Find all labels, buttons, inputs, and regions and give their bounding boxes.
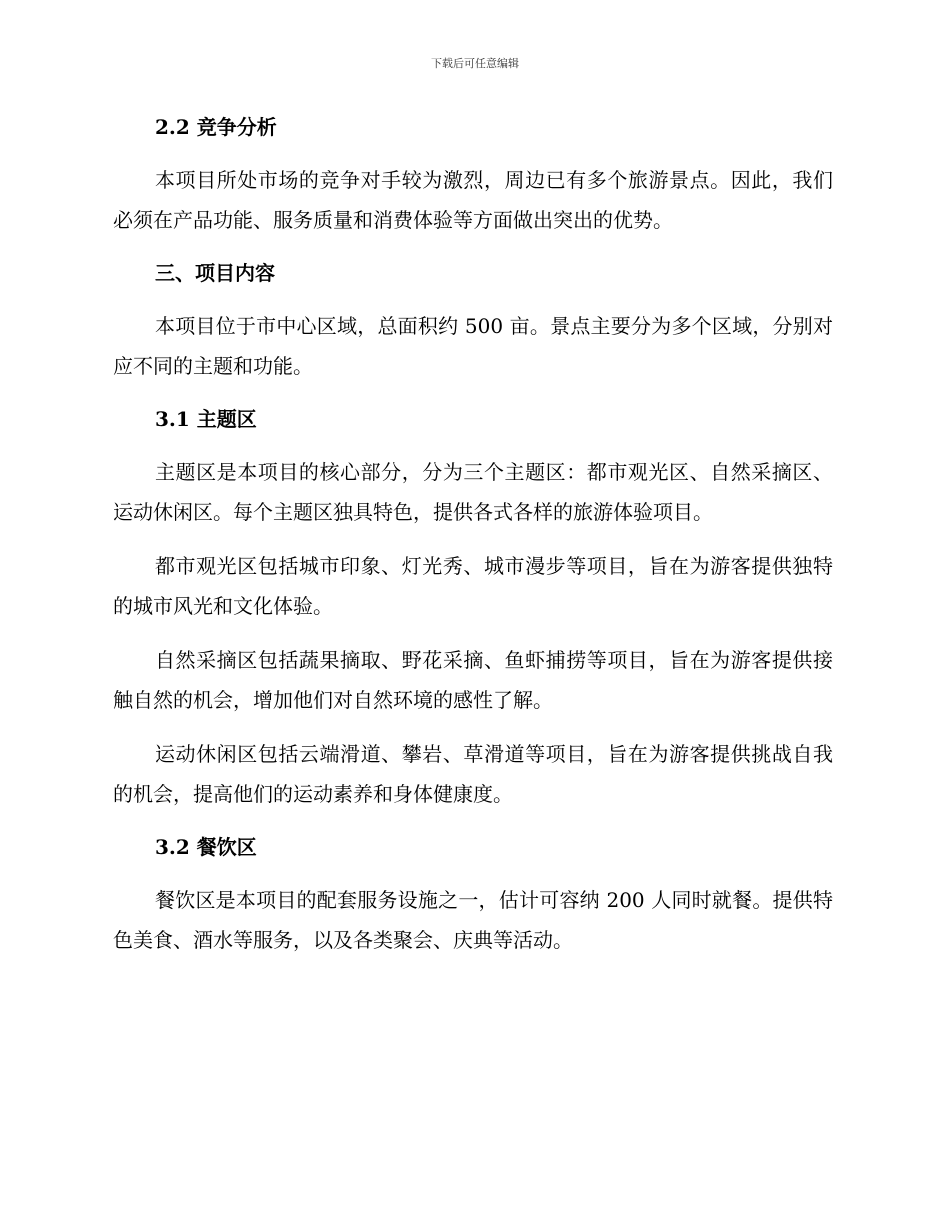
paragraph-competition: 本项目所处市场的竞争对手较为激烈，周边已有多个旅游景点。因此，我们必须在产品功能、服务质量和消费体验等方面做出突出的优势。	[113, 168, 833, 232]
section-heading-competition: 2.2 竞争分析	[155, 115, 277, 139]
section-heading-theme-zone: 3.1 主题区	[155, 407, 257, 431]
paragraph-sports-leisure: 运动休闲区包括云端滑道、攀岩、草滑道等项目，旨在为游客提供挑战自我的机会，提高他们的运动素养和身体健康度。	[113, 742, 833, 806]
paragraph-project-location: 本项目位于市中心区域，总面积约 500 亩。景点主要分为多个区域，分别对应不同的主题和功能。	[113, 314, 833, 378]
paragraph-nature-picking: 自然采摘区包括蔬果摘取、野花采摘、鱼虾捕捞等项目，旨在为游客提供接触自然的机会，增加他们对自然环境的感性了解。	[113, 648, 833, 712]
paragraph-theme-zone-overview: 主题区是本项目的核心部分，分为三个主题区：都市观光区、自然采摘区、运动休闲区。每个主题区独具特色，提供各式各样的旅游体验项目。	[113, 460, 833, 524]
page-header-note: 下载后可任意编辑	[431, 57, 519, 70]
section-heading-project-content: 三、项目内容	[155, 261, 275, 285]
section-heading-dining-zone: 3.2 餐饮区	[155, 835, 257, 859]
paragraph-dining-zone: 餐饮区是本项目的配套服务设施之一，估计可容纳 200 人同时就餐。提供特色美食、酒水等服务，以及各类聚会、庆典等活动。	[113, 888, 833, 952]
document-body	[113, 108, 833, 974]
paragraph-city-sightseeing: 都市观光区包括城市印象、灯光秀、城市漫步等项目，旨在为游客提供独特的城市风光和文化体验。	[113, 554, 833, 618]
